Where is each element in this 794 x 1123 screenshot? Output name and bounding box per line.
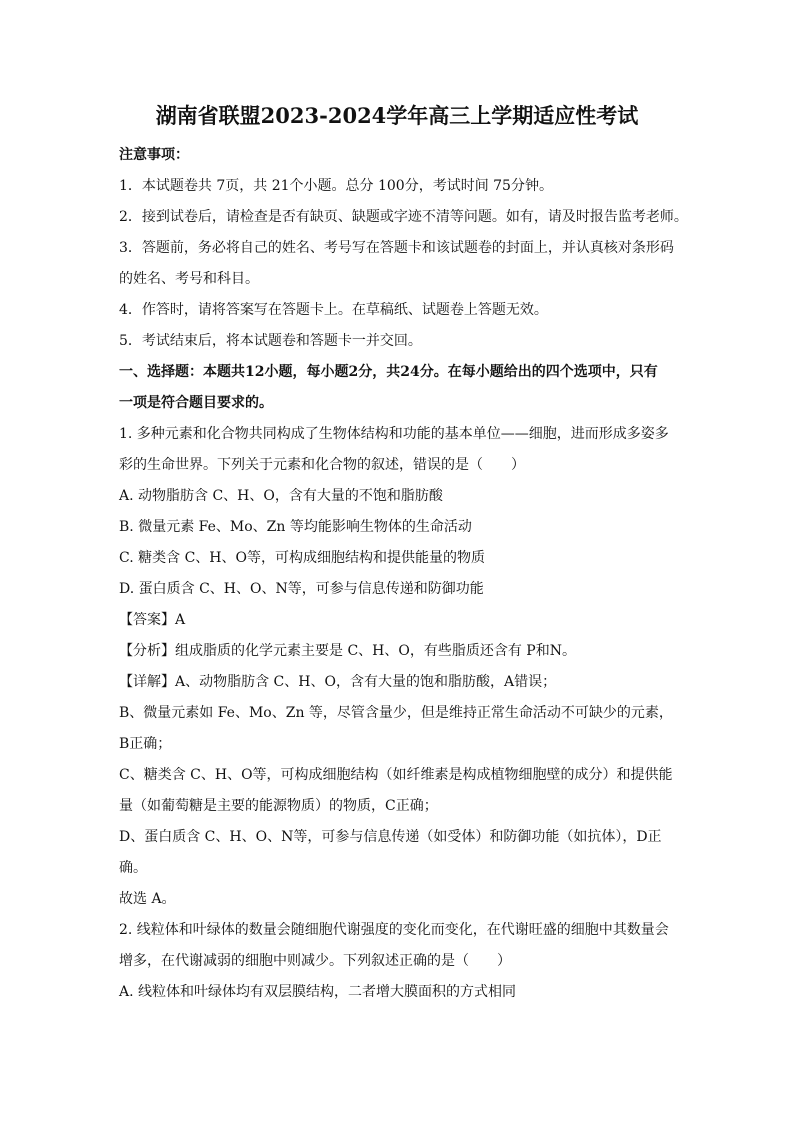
detail-line: 量（如葡萄糖是主要的能源物质）的物质，C正确； <box>119 798 438 814</box>
answer-line: 【答案】A <box>119 612 186 628</box>
detail-line: 确。 <box>119 860 147 876</box>
question-stem: 彩的生命世界。下列关于元素和化合物的叙述，错误的是（ ） <box>119 457 525 473</box>
question-stem: 2. 线粒体和叶绿体的数量会随细胞代谢强度的变化而变化，在代谢旺盛的细胞中其数量会 <box>119 922 669 938</box>
notice-item: 5．考试结束后，将本试题卷和答题卡一并交回。 <box>119 333 422 349</box>
detail-line: C、糖类含 C、H、O等，可构成细胞结构（如纤维素是构成植物细胞壁的成分）和提供能 <box>119 767 673 783</box>
notice-item: 3．答题前，务必将自己的姓名、考号写在答题卡和该试题卷的封面上，并认真核对条形码 <box>119 240 674 256</box>
question-option: A. 动物脂肪含 C、H、O，含有大量的不饱和脂肪酸 <box>119 488 443 504</box>
question-stem: 增多，在代谢减弱的细胞中则减少。下列叙述正确的是（ ） <box>119 953 511 969</box>
analysis-line: 【分析】组成脂质的化学元素主要是 C、H、O，有些脂质还含有 P和N。 <box>119 643 576 659</box>
question-stem: 1. 多种元素和化合物共同构成了生物体结构和功能的基本单位——细胞，进而形成多姿多 <box>119 426 669 442</box>
page-title: 湖南省联盟2023-2024学年高三上学期适应性考试 <box>155 103 639 128</box>
section-heading: 一、选择题：本题共12小题，每小题2分，共24分。在每小题给出的四个选项中，只有 <box>119 364 658 380</box>
detail-line: B、微量元素如 Fe、Mo、Zn 等，尽管含量少，但是维持正常生命活动不可缺少的元素， <box>119 705 673 721</box>
detail-line: 故选 A。 <box>119 891 176 907</box>
question-option: A. 线粒体和叶绿体均有双层膜结构，二者增大膜面积的方式相同 <box>119 984 517 1000</box>
notice-item: 2．接到试卷后，请检查是否有缺页、缺题或字迹不清等问题。如有，请及时报告监考老师。 <box>119 209 688 225</box>
notice-item: 的姓名、考号和科目。 <box>119 271 259 287</box>
question-option: D. 蛋白质含 C、H、O、N等，可参与信息传递和防御功能 <box>119 581 484 597</box>
detail-line: 【详解】A、动物脂肪含 C、H、O，含有大量的饱和脂肪酸，A错误； <box>119 674 557 690</box>
notice-item: 4．作答时，请将答案写在答题卡上。在草稿纸、试题卷上答题无效。 <box>119 302 548 318</box>
notice-item: 1．本试题卷共 7页，共 21个小题。总分 100分，考试时间 75分钟。 <box>119 178 553 194</box>
detail-line: D、蛋白质含 C、H、O、N等，可参与信息传递（如受体）和防御功能（如抗体），D正 <box>119 829 662 845</box>
question-option: C. 糖类含 C、H、O等，可构成细胞结构和提供能量的物质 <box>119 550 485 566</box>
detail-line: B正确； <box>119 736 172 752</box>
section-heading: 一项是符合题目要求的。 <box>119 395 273 411</box>
question-option: B. 微量元素 Fe、Mo、Zn 等均能影响生物体的生命活动 <box>119 519 472 535</box>
notice-heading: 注意事项： <box>119 147 189 163</box>
